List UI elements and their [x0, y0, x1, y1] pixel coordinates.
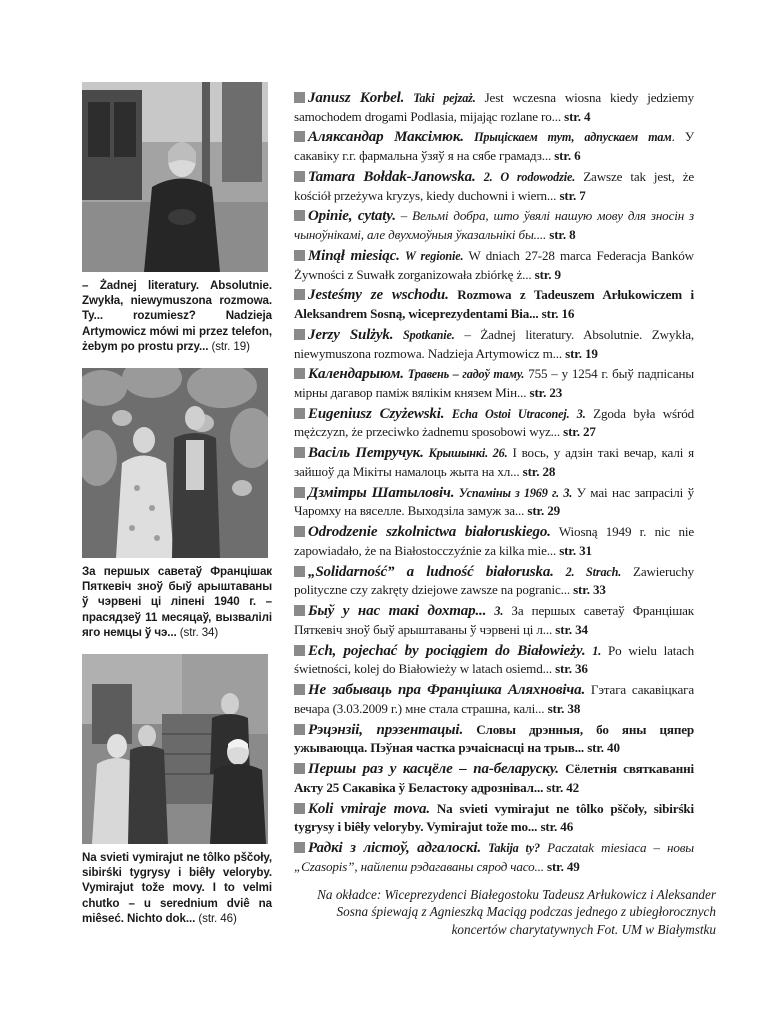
bullet-square-icon [294, 763, 305, 774]
toc-author: Opinie, cytaty. [308, 208, 396, 225]
bullet-square-icon [294, 684, 305, 695]
toc-page-number: str. 28 [522, 463, 556, 479]
table-of-contents [294, 89, 694, 879]
toc-page-number: str. 33 [573, 582, 606, 598]
bullet-square-icon [294, 92, 305, 103]
toc-page-number: str. 40 [587, 740, 620, 756]
toc-entry[interactable] [294, 721, 694, 757]
toc-author: Дзмітры Шатыловіч. [308, 484, 455, 501]
toc-author: Календарыюм. [308, 366, 404, 383]
toc-excerpt: Po wielu latach świetności, kolej do Białowieży w latach osiemd... [294, 642, 694, 677]
toc-excerpt: Zawieruchy polityczne czy zakręty dziejowe zawsze na pogranic... [294, 563, 695, 598]
toc-page-number: str. 34 [555, 621, 588, 637]
toc-author: Odrodzenie szkolnictwa białoruskiego. [308, 524, 551, 541]
toc-author: Быў у нас такі дохтар... [308, 603, 487, 620]
toc-excerpt: І вось, у адзін такі вечар, калі я зайшоў да Мікіты намалоць жыта на хл... [294, 445, 695, 479]
toc-excerpt: Zawsze tak jest, że kościół przeżywa kryzys, kiedy duchowni i wiern... [294, 168, 695, 203]
toc-page-number: str. 27 [563, 424, 596, 440]
toc-author: Васіль Петручук. [308, 445, 424, 462]
toc-entry[interactable] [294, 681, 694, 717]
toc-page-number: str. 38 [547, 700, 581, 716]
caption-text: За першых саветаў Францішак Пяткевіч зноў быў арыштаваны ў чэрвені ці ліпені 1940 г. – прасядзеў 11 месяцаў, вызвалілі яго немцы ў чэ... [82, 565, 272, 639]
toc-title: Успаміны з 1969 г. 3. [458, 485, 573, 500]
toc-entry[interactable] [294, 128, 694, 164]
toc-excerpt: Zgoda była wśród mężczyzn, że przeciwko żadnemu sposobowi wyz... [294, 405, 695, 440]
toc-entry[interactable] [294, 405, 694, 441]
toc-author: Eugeniusz Czyżewski. [308, 405, 445, 422]
bullet-square-icon [294, 329, 305, 340]
toc-author: Jesteśmy ze wschodu. [308, 287, 449, 304]
toc-entry[interactable] [294, 760, 694, 796]
toc-excerpt: Paczatak miesiaca – новы „Czasopis”, найлепш рэдагаваны сярод часо... [294, 840, 694, 874]
toc-author: Рэцэнзіі, прэзентацыі. [308, 721, 464, 738]
bullet-square-icon [294, 368, 305, 379]
toc-title: Травень – гадоў таму. [407, 367, 525, 382]
left-column [82, 82, 272, 940]
toc-entry[interactable] [294, 247, 694, 283]
toc-excerpt: За першых саветаў Францішак Пяткевіч зноў быў арыштаваны ў чэрвені ці л... [294, 603, 694, 637]
bullet-square-icon [294, 526, 305, 537]
toc-title: Прыціскаем тут, адпускаем там [474, 130, 672, 145]
toc-page-number: str. 42 [546, 779, 580, 795]
toc-title: Takija ty? [488, 841, 540, 856]
toc-entry[interactable] [294, 365, 694, 401]
toc-entry[interactable] [294, 207, 694, 243]
toc-page-number: str. 4 [564, 108, 591, 124]
toc-excerpt: – Вельмі добра, што ўвялі нашую мову для зносін з чыноўнікамі, але двухмоўныя ўказальнікі бы.... [294, 208, 695, 243]
toc-excerpt: Гэтага сакавіцкага вечара (3.03.2009 г.) мне стала страшна, калі... [294, 682, 694, 716]
toc-title: Spotkanie. [403, 327, 455, 342]
toc-author: Аляксандар Максімюк. [308, 129, 464, 146]
toc-excerpt: Jest wczesna wiosna kiedy jedziemy samochodem drogami Podlasia, mijając rozlane ro... [294, 90, 695, 124]
toc-page-number: str. 49 [547, 858, 580, 874]
toc-page-number: str. 19 [565, 345, 598, 361]
bullet-square-icon [294, 724, 305, 735]
toc-excerpt: W dniach 27-28 marca Federacja Banków Żywności z Suwałk zorganizowała zbiórkę ż... [294, 247, 694, 282]
bullet-square-icon [294, 171, 305, 182]
toc-title: 2. Strach. [565, 564, 622, 579]
toc-excerpt: Na svieti vymirajut ne tôlko pščoły, sibirśki tygrysy i biêły veloryby. Vymirajut tože mo... [294, 800, 695, 835]
toc-page-number: str. 29 [527, 503, 561, 519]
bullet-square-icon [294, 803, 305, 814]
toc-entry[interactable] [294, 286, 694, 322]
toc-page-number: str. 23 [529, 384, 563, 400]
toc-page-number: str. 16 [541, 306, 575, 322]
toc-title: Echa Ostoi Utraconej. 3. [451, 406, 586, 421]
toc-entry[interactable] [294, 800, 694, 836]
toc-author: Jerzy Sulżyk. [308, 326, 394, 343]
toc-excerpt: Сёлетнія святкаванні Акту 25 Сакавіка ў Беластоку адрознівал... [294, 761, 694, 795]
toc-entry[interactable] [294, 523, 694, 559]
toc-author: Радкі з лістоў, адгалоскі. [308, 840, 482, 857]
bullet-square-icon [294, 408, 305, 419]
toc-entry[interactable] [294, 168, 694, 204]
caption-text: Na svieti vymirajut ne tôlko pščoły, sibirśki tygrysy i biêły veloryby. Vymirajut tože movy. I to velmi chutko – u serednium dviê na miêseć. Nichto dok... [82, 851, 272, 925]
toc-page-number: str. 6 [554, 148, 581, 164]
toc-page-number: str. 8 [549, 227, 576, 243]
toc-author: „Solidarność” a ludność białoruska. [308, 563, 554, 580]
toc-title: 3. [494, 604, 504, 619]
bullet-square-icon [294, 842, 305, 853]
toc-entry[interactable] [294, 444, 694, 480]
toc-page-number: str. 7 [559, 187, 586, 203]
toc-page-number: str. 46 [540, 819, 574, 835]
toc-title: Taki pejzaż. [413, 91, 476, 105]
toc-excerpt: Rozmowa z Tadeuszem Arłukowiczem i Aleksandrem Sosną, wiceprezydentami Bia... [294, 287, 694, 322]
toc-excerpt: . У сакавіку г.г. фармальна ўзяў я на сябе грамадз... [294, 129, 694, 164]
photo-couple [82, 368, 268, 558]
toc-entry[interactable] [294, 602, 694, 638]
toc-title: 1. [592, 643, 602, 658]
toc-title: W regionie. [404, 248, 464, 263]
toc-author: Першы раз у касцёле – па-беларуску. [308, 761, 559, 778]
toc-entry[interactable] [294, 326, 694, 362]
bullet-square-icon [294, 487, 305, 498]
photo-elderly-women-group [82, 654, 268, 844]
toc-excerpt: 755 – у 1254 г. быў падпісаны мірны дагавор паміж вялікім князем Мін... [294, 366, 694, 400]
caption-page-ref: (str. 19) [211, 339, 250, 353]
toc-author: Koli vmiraje mova. [308, 800, 430, 817]
bullet-square-icon [294, 250, 305, 261]
toc-author: Не забываць пра Францішка Аляхновіча. [308, 682, 586, 699]
toc-entry[interactable] [294, 839, 694, 875]
bullet-square-icon [294, 605, 305, 616]
toc-author: Janusz Korbel. [308, 90, 405, 106]
toc-page-number: str. 9 [534, 266, 561, 282]
bullet-square-icon [294, 131, 305, 142]
photo-caption-2 [82, 564, 272, 640]
bullet-square-icon [294, 645, 305, 656]
toc-excerpt: Словы дрэнныя, бо яны цяпер ужываюцца. Пэўная частка рэчаіснасці на трыв... [294, 721, 695, 756]
toc-page-number: str. 36 [555, 661, 588, 677]
toc-title: Крышынкі. 26. [428, 446, 508, 461]
caption-page-ref: (str. 46) [198, 911, 237, 925]
toc-excerpt: Wiosną 1949 r. nic nie zapowiadało, że na Białostocczyźnie za kilka mie... [294, 524, 695, 558]
toc-entry[interactable] [294, 484, 694, 520]
toc-author: Minął miesiąc. [308, 247, 400, 264]
bullet-square-icon [294, 289, 305, 300]
toc-entry[interactable] [294, 642, 694, 678]
toc-excerpt: – Żadnej literatury. Absolutnie. Zwykła, niewymuszona rozmowa. Nadzieja Artymowicz m... [294, 326, 694, 361]
photo-caption-1 [82, 278, 272, 354]
bullet-square-icon [294, 566, 305, 577]
bullet-square-icon [294, 210, 305, 221]
bullet-square-icon [294, 447, 305, 458]
toc-excerpt: У маі нас запрасілі ў Чаромху на вяселле. Выходзіла замуж за... [294, 484, 695, 519]
toc-author: Tamara Bołdak-Janowska. [308, 168, 476, 185]
photo-caption-3 [82, 850, 272, 926]
cover-note: Na okładce: Wiceprezydenci Białegostoku Tadeusz Arłukowicz i Aleksander Sosna śpiewają z Agnieszką Maciąg podczas jednego z ubiegłorocznych koncertów charytatywnych Fot. UM w Białymstku [317, 887, 716, 937]
caption-text: – Żadnej literatury. Absolutnie. Zwykła, niewymuszona rozmowa. Ty... rozumiesz? Nadzieja Artymowicz mówi mi przez telefon, żebym po prostu przy... [82, 279, 272, 353]
caption-page-ref: (str. 34) [179, 625, 219, 639]
toc-entry[interactable] [294, 563, 694, 599]
toc-page-number: str. 31 [559, 542, 592, 558]
photo-elderly-woman [82, 82, 268, 272]
toc-author: Ech, pojechać by pociągiem do Białowieży. [308, 642, 586, 659]
toc-entry[interactable] [294, 89, 694, 125]
toc-title: 2. O rodowodzie. [483, 169, 576, 184]
